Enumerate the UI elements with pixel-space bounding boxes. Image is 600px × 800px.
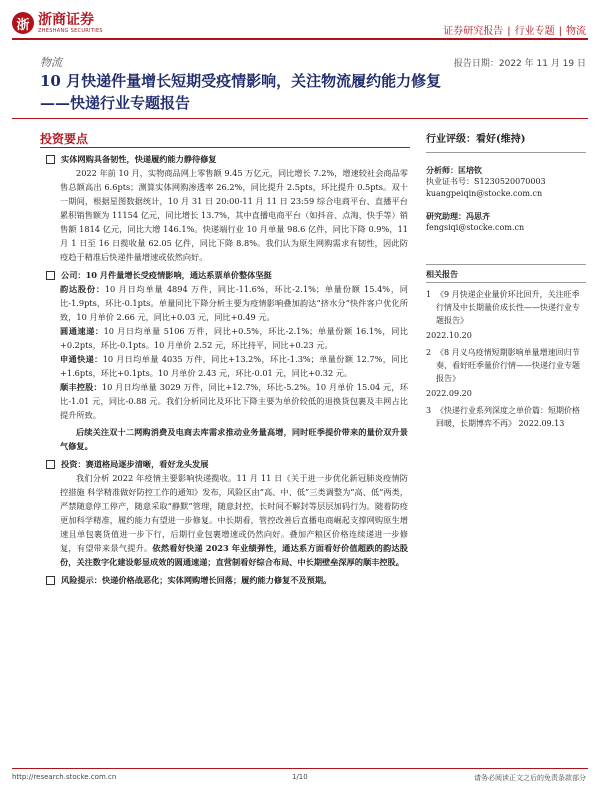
related-reports-title: 相关报告 xyxy=(426,269,458,279)
logo-name-cn: 浙商证券 xyxy=(38,11,94,28)
analyst-certificate: 执业证书号：S1230520070003 xyxy=(426,177,546,186)
analyst-email[interactable]: kuangpeiqin@stocke.com.cn xyxy=(426,189,543,198)
checkbox-bullet-icon xyxy=(46,460,55,469)
assistant-name: 研究助理：冯思齐 xyxy=(426,211,490,221)
analyst-name: 分析师：匡培钦 xyxy=(426,165,482,175)
analyst-info xyxy=(426,164,586,234)
report-title xyxy=(40,70,580,114)
industry-rating: 行业评级：看好(维持) xyxy=(426,134,526,145)
checkbox-bullet-icon xyxy=(46,271,55,280)
report-date: 报告日期：2022 年 11 月 19 日 xyxy=(453,59,586,69)
checkbox-bullet-icon xyxy=(46,576,55,585)
related-divider xyxy=(426,282,586,283)
related-report-3[interactable]: 3 《快递行业系列深度之单价篇：短期价格回暖，长期博弈不再》 2022.09.13 xyxy=(426,406,580,428)
related-report-1[interactable]: 1 《9 月快递企业量价环比回升，关注旺季行情及中长期量价成长性——快递行业专题报告》 xyxy=(426,290,580,325)
related-report-1-date: 2022.10.20 xyxy=(426,331,472,340)
main-content xyxy=(60,152,408,587)
logo-mark: 浙 xyxy=(12,12,34,34)
company-yto: 圆通速递：10 月日均单量 5106 万件，同比+0.5%，环比-2.1%；单量份额 16.1%，同比+0.2pts，环比-0.1pts。10 月单价 2.52 元，环比持平，同比+0.23 元。 xyxy=(60,326,408,350)
outlook-summary: 后续关注双十二网购消费及电商去库需求推动业务量高增，同时旺季提价带来的量价双升景气修复。 xyxy=(60,427,408,451)
bullet-title-1: 实体网购具备韧性，快递履约能力静待修复 xyxy=(60,152,408,166)
section-divider xyxy=(40,147,410,148)
section-title-highlights: 投资要点 xyxy=(40,132,89,146)
title-line-1: 10 月快递件量增长短期受疫情影响，关注物流履约能力修复 xyxy=(40,72,442,90)
header-breadcrumb: 证券研究报告 | 行业专题 | 物流 xyxy=(443,26,586,37)
header-divider xyxy=(12,38,588,40)
logo-name-en: ZHESHANG SECURITIES xyxy=(38,27,103,34)
company-sf: 顺丰控股：10 月日均单量 3029 万件，同比+12.7%，环比-5.2%。10 月单价 15.04 元，环比-1.01 元，同比-0.88 元。我们分析同比及环比下降主要为单价较低的退换货包裹及丰网占比提升所致。 xyxy=(60,382,408,420)
bullet-title-3: 投资：赛道格局逐步清晰，看好龙头发展 xyxy=(60,457,408,471)
nav-industry: 物流 xyxy=(566,26,586,37)
nav-topic: 行业专题 xyxy=(514,26,555,37)
contact-divider xyxy=(426,264,586,265)
checkbox-bullet-icon xyxy=(46,155,55,164)
related-report-2-date: 2022.09.20 xyxy=(426,389,472,398)
title-line-2: ——快递行业专题报告 xyxy=(40,94,191,112)
bullet-title-2: 公司：10 月件量增长受疫情影响，通达系票单价整体坚挺 xyxy=(60,268,408,282)
footer-url[interactable]: http://research.stocke.com.cn xyxy=(12,773,117,781)
assistant-email[interactable]: fengsiqi@stocke.com.cn xyxy=(426,223,525,232)
page-number: 1/10 xyxy=(292,773,308,781)
title-divider xyxy=(12,118,588,119)
company-logo xyxy=(12,12,103,34)
industry-category: 物流 xyxy=(40,56,62,69)
company-yunda: 韵达股份：10 月日均单量 4894 万件，同比-11.6%，环比-2.1%；单量份额 15.4%，同比-1.9pts，环比-0.1pts。单量同比下降分析主要为疫情影响叠加韵达“挤水分”快件客户优化所致，10 月单价 2.66 元，同比+0.03 元，同比+0.49 元。 xyxy=(60,284,408,322)
bullet-para-3: 我们分析 2022 年疫情主要影响快递揽收。11 月 11 日《关于进一步优化新冠肺炎疫情防控措施 科学精准做好防控工作的通知》发布，风险区由“高、中、低”三类调整为“高、低”两类，严禁随意停工停产，随意采取“静默”管理，随意封控，长时间不解封等层层加码行为。随着防疫更加科学精准，履约能力有望进一步修复。中长期看，管控改善后直播电商崛起支撑网购原生增速且单包裹货值进一步下行，后期行业包裹增速或仍然向好。叠加产粮区价格连续递进一步修复，有望带来景气提升。依然看好快递 2023 年业绩弹性，通达系方面看好价值超跌的韵达股份，关注数字化建设彰显成效的圆通速递；直营制看好综合布局、中长期壁垒深厚的顺丰控股。 xyxy=(60,473,408,567)
related-report-2[interactable]: 2 《8 月义乌疫情短期影响单量增速回归节奏，看好旺季量价行情——快递行业专题报告》 xyxy=(426,348,580,383)
rating-divider xyxy=(426,152,586,153)
bullet-para-1: 2022 年前 10 月，实物商品网上零售额 9.45 万亿元，同比增长 7.2%，增速较社会商品零售总额高出 6.6pts；测算实体网购渗透率 26.2%，同比提升 2.5pts，环比提升 0.5pts。双十一期间，根据星图数据统计，10 月 31 日 20:00-11 月 11 日 23:59 综合电商平台、直播平台累积销售额为 11154 亿元，同比增长 13.7%，其中直播电商平台（如抖音、点淘、快手等）销售额 1814 亿元，同比大增 146.1%。快递端行业 10 月单量 98.6 亿件，同比下降 0.9%，11 月 1 日至 16 日揽收量 62.05 亿件，同比下降 8.8%。我们认为原生网购需求有韧性，因此防疫趋于精准后快递件量增速或依然向好。 xyxy=(60,168,408,262)
company-sto: 申通快递：10 月日均单量 4035 万件，同比+13.2%，环比-1.3%；单量份额 12.7%，同比+1.6pts，环比+0.1pts。10 月单价 2.43 元，环比-0.01 元，同比+0.32 元。 xyxy=(60,354,408,378)
risk-warning: 风险提示：快递价格战恶化；实体网购增长回落；履约能力修复不及预期。 xyxy=(60,573,408,587)
nav-report-type: 证券研究报告 xyxy=(443,26,504,37)
footer-disclaimer: 请务必阅读正文之后的免责条款部分 xyxy=(474,774,586,782)
footer-divider xyxy=(12,768,588,769)
related-reports-list xyxy=(426,288,586,432)
